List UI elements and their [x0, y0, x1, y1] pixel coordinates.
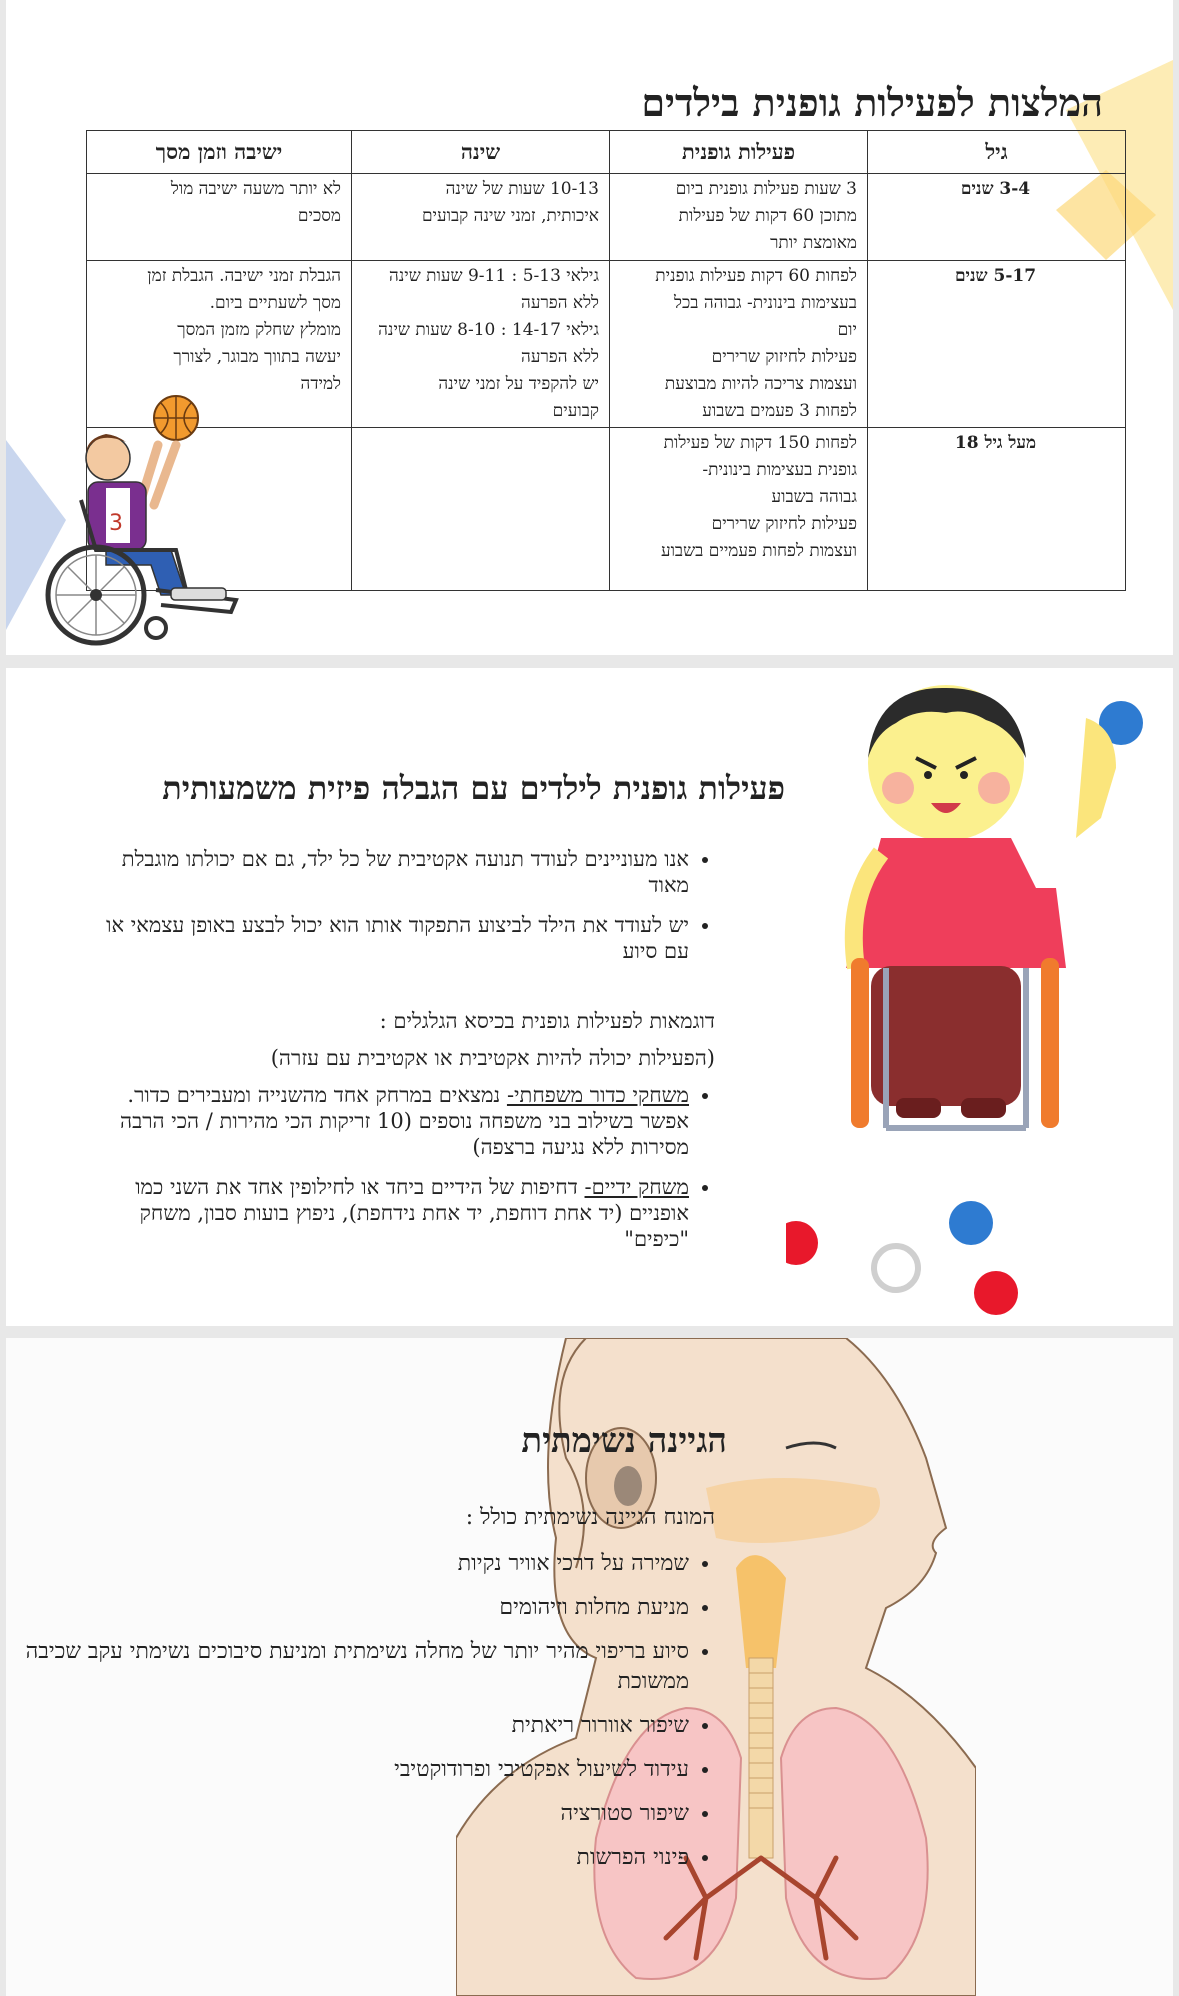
list-item: • סיוע בריפוי מהיר יותר של מחלה נשימתית ומניעת סיבוכים נשימתי עקב שכיבה ממשוכת — [15, 1637, 689, 1697]
header-sleep: שינה — [352, 131, 610, 174]
list-item: • עידוד לשיעול אפקטיבי ופרודוקטיבי — [15, 1755, 689, 1785]
list-item: • שמירה על דרכי אוויר נקיות — [15, 1549, 689, 1579]
slide3-bullets — [15, 1503, 715, 1887]
table-row — [87, 174, 1126, 261]
list-item: • יש לעודד את הילד לביצוע התפקוד אותו הוא יכול לבצע באופן עצמאי או עם סיוע — [75, 912, 689, 964]
header-activity: פעילות גופנית — [610, 131, 868, 174]
cell-sleep — [352, 428, 610, 591]
slide1-title: המלצות לפעילות גופנית בילדים — [641, 80, 1103, 126]
list-item: • שיפור אוורור ריאתית — [15, 1711, 689, 1741]
example-text: דחיפות של הידיים ביחד או לחילופין אחד את השני כמו אופניים (יד אחת דוחפת, יד אחת נידחפת), ניפוץ בועות סבון, משחק "כיפים" — [135, 1175, 689, 1251]
slide-activity-recommendations — [6, 0, 1173, 655]
cell-age: 5-17 שנים — [868, 261, 1126, 428]
cell-sleep: 10-13 שעות של שינה איכותית, זמני שינה קבועים — [352, 174, 610, 261]
slide-activity-limited-children — [6, 668, 1173, 1326]
example-text: נמצאים במרחק אחד מהשנייה ומעבירים כדור. אפשר בשילוב בני משפחה נוספים (10 זריקות הכי מהירות / הכי הרבה מסירות ללא נגיעה ברצפה) — [120, 1083, 689, 1159]
slide2-title: פעילות גופנית לילדים עם הגבלה פיזית משמעותית — [162, 769, 785, 808]
cell-activity: לפחות 60 דקות פעילות גופנית בעצימות בינונית- גבוהה בכל יום פעילות לחיזוק שרירים ועצמות צריכה להיות מבוצעת לפחות 3 פעמים בשבוע — [610, 261, 868, 428]
cell-screen: הגבלת זמני ישיבה. הגבלת זמן מסך לשעתיים ביום. מומלץ שחלק מזמן המסך יעשה בתווך מבוגר, לצורך למידה — [87, 261, 352, 428]
examples-heading: דוגמאות לפעילות גופנית בכיסא הגלגלים : — [379, 1009, 715, 1033]
cell-age: מעל גיל 18 — [868, 428, 1126, 591]
list-item: • אנו מעוניינים לעודד תנועה אקטיבית של כל ילד, גם אם יכולתו מוגבלת מאוד — [75, 846, 689, 898]
cell-activity: לפחות 150 דקות של פעילות גופנית בעצימות בינונית- גבוהה בשבוע פעילות לחיזוק שרירים ועצמות לפחות פעמיים בשבוע — [610, 428, 868, 591]
intro-text: המונח הגיינה נשימתית כולל : — [465, 1505, 715, 1530]
list-item — [75, 1174, 689, 1252]
cell-sleep: גילאי 5-13 : 9-11 שעות שינה ללא הפרעה גילאי 14-17 : 8-10 שעות שינה ללא הפרעה יש להקפיד על זמני שינה קבועים — [352, 261, 610, 428]
cell-activity: 3 שעות פעילות גופנית ביום מתוכן 60 דקות של פעילות מאומצת יותר — [610, 174, 868, 261]
wheelchair-basketball-illustration — [36, 390, 266, 655]
list-item: • פינוי הפרשות — [15, 1843, 689, 1873]
header-screen: ישיבה וזמן מסך — [87, 131, 352, 174]
table-header-row — [87, 131, 1126, 174]
header-age: גיל — [868, 131, 1126, 174]
cell-screen: לא יותר משעה ישיבה מול מסכים — [87, 174, 352, 261]
slide3-title: הגיינה נשימתית — [521, 1420, 727, 1461]
list-item: • מניעת מחלות וזיהומים — [15, 1593, 689, 1623]
slide2-examples — [75, 1008, 715, 1266]
example-label: משחק ידיים- — [584, 1175, 689, 1199]
wheelchair-ball-illustration — [786, 668, 1166, 1318]
svg-text:3: 3 — [109, 511, 123, 536]
list-item — [75, 1082, 689, 1160]
list-item: • שיפור סטורציה — [15, 1799, 689, 1829]
example-label: משחקי כדור משפחתי- — [506, 1083, 689, 1107]
examples-note: (הפעילות יכולה להיות אקטיבית או אקטיבית עם עזרה) — [270, 1046, 715, 1070]
cell-age: 3-4 שנים — [868, 174, 1126, 261]
slide2-bullets — [75, 846, 715, 978]
slide-respiratory-hygiene — [6, 1338, 1173, 1996]
